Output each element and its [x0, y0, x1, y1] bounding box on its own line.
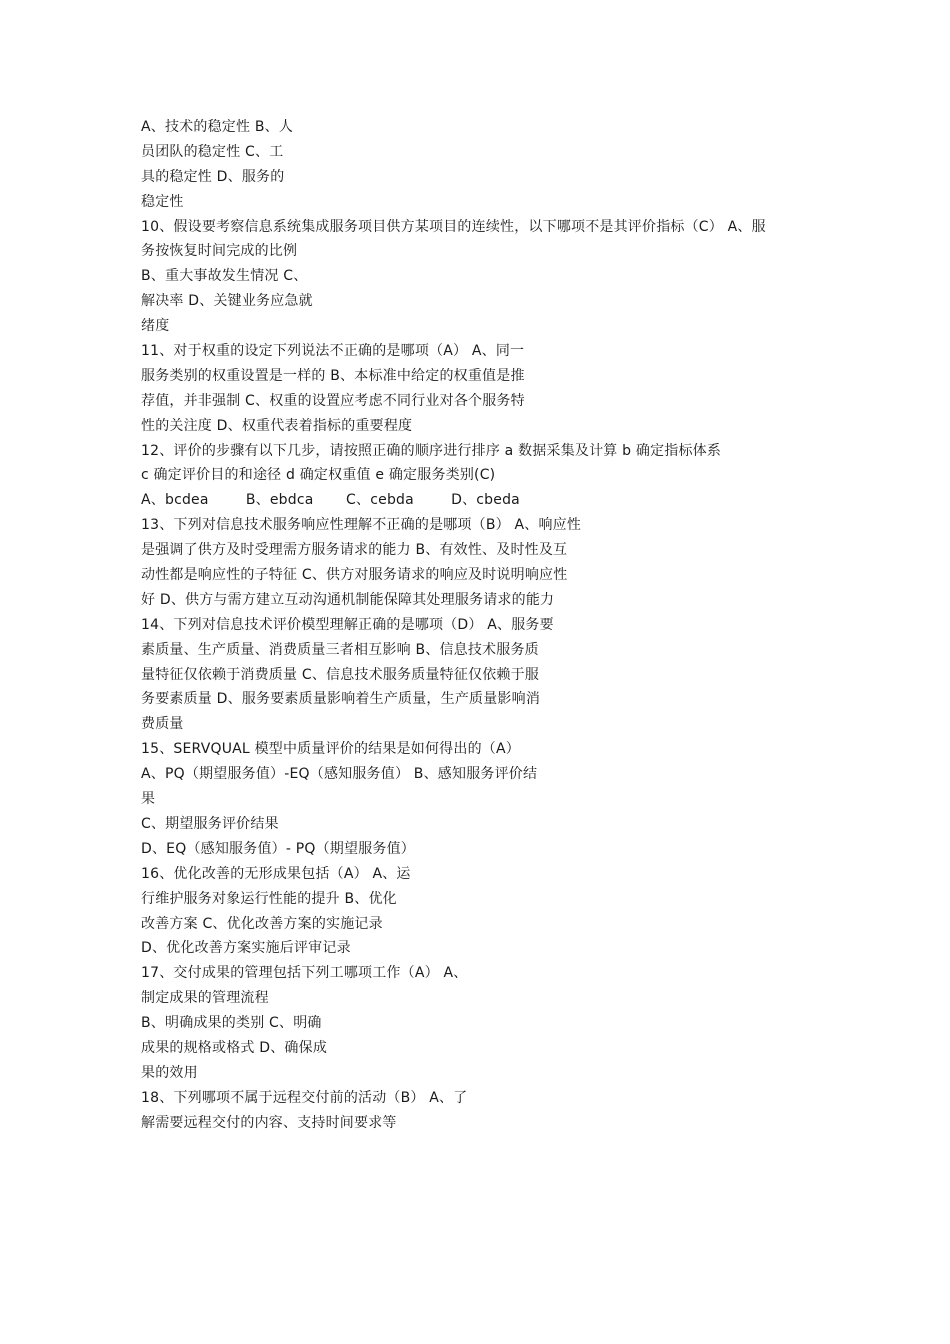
- text-line: 解需要远程交付的内容、支持时间要求等: [141, 1114, 397, 1131]
- text-line: 员团队的稳定性 C、工: [141, 143, 284, 160]
- text-line: 服务类别的权重设置是一样的 B、本标准中给定的权重值是推: [141, 367, 525, 384]
- text-line: A、PQ（期望服务值）-EQ（感知服务值） B、感知服务评价结: [141, 766, 538, 783]
- text-line: 务要素质量 D、服务要素质量影响着生产质量，生产质量影响消: [141, 691, 541, 708]
- text-line: 12、评价的步骤有以下几步，请按照正确的顺序进行排序 a 数据采集及计算 b 确定指标体系: [141, 442, 722, 459]
- text-line: 成果的规格或格式 D、确保成: [141, 1039, 328, 1056]
- text-line: 15、SERVQUAL 模型中质量评价的结果是如何得出的（A）: [141, 741, 520, 758]
- text-line: 具的稳定性 D、服务的: [141, 168, 285, 185]
- text-line: 11、对于权重的设定下列说法不正确的是哪项（A） A、同一: [141, 343, 525, 360]
- text-line: 17、交付成果的管理包括下列工哪项工作（A） A、: [141, 965, 468, 982]
- text-line: 绪度: [141, 318, 170, 335]
- text-line: D、EQ（感知服务值）- PQ（期望服务值）: [141, 840, 416, 857]
- text-line: 费质量: [141, 716, 184, 733]
- text-line: D、优化改善方案实施后评审记录: [141, 940, 351, 957]
- text-line: 性的关注度 D、权重代表着指标的重要程度: [141, 417, 413, 434]
- text-line: B、重大事故发生情况 C、: [141, 268, 308, 285]
- text-line: 18、下列哪项不属于远程交付前的活动（B） A、了: [141, 1089, 468, 1106]
- text-line: 稳定性: [141, 193, 184, 210]
- text-line: 改善方案 C、优化改善方案的实施记录: [141, 915, 383, 932]
- text-line: 动性都是响应性的子特征 C、供方对服务请求的响应及时说明响应性: [141, 567, 568, 584]
- text-line: 解决率 D、关键业务应急就: [141, 293, 313, 310]
- text-line: 是强调了供方及时受理需方服务请求的能力 B、有效性、及时性及互: [141, 542, 568, 559]
- text-line: A、技术的稳定性 B、人: [141, 119, 294, 135]
- text-line: 制定成果的管理流程: [141, 990, 269, 1007]
- text-line: 素质量、生产质量、消费质量三者相互影响 B、信息技术服务质: [141, 641, 539, 658]
- text-line: 果: [141, 791, 156, 808]
- text-line: A、bcdea B、ebdca C、cebda D、cbeda: [141, 492, 520, 509]
- text-line: C、期望服务评价结果: [141, 815, 279, 832]
- text-line: B、明确成果的类别 C、明确: [141, 1015, 322, 1032]
- text-line: 13、下列对信息技术服务响应性理解不正确的是哪项（B） A、响应性: [141, 517, 582, 534]
- text-line: 行维护服务对象运行性能的提升 B、优化: [141, 890, 397, 907]
- text-line: 量特征仅依赖于消费质量 C、信息技术服务质量特征仅依赖于服: [141, 666, 540, 683]
- text-line: 果的效用: [141, 1064, 198, 1081]
- document-body: [141, 115, 841, 1136]
- text-line: 14、下列对信息技术评价模型理解正确的是哪项（D） A、服务要: [141, 616, 554, 633]
- text-line: 10、假设要考察信息系统集成服务项目供方某项目的连续性，以下哪项不是其评价指标（C） A、服: [141, 218, 766, 235]
- text-line: 务按恢复时间完成的比例: [141, 243, 298, 260]
- text-line: 荐值，并非强制 C、权重的设置应考虑不同行业对各个服务特: [141, 392, 525, 409]
- text-line: c 确定评价目的和途径 d 确定权重值 e 确定服务类别(C): [141, 467, 496, 484]
- text-line: 好 D、供方与需方建立互动沟通机制能保障其处理服务请求的能力: [141, 591, 555, 608]
- text-line: 16、优化改善的无形成果包括（A） A、运: [141, 865, 411, 882]
